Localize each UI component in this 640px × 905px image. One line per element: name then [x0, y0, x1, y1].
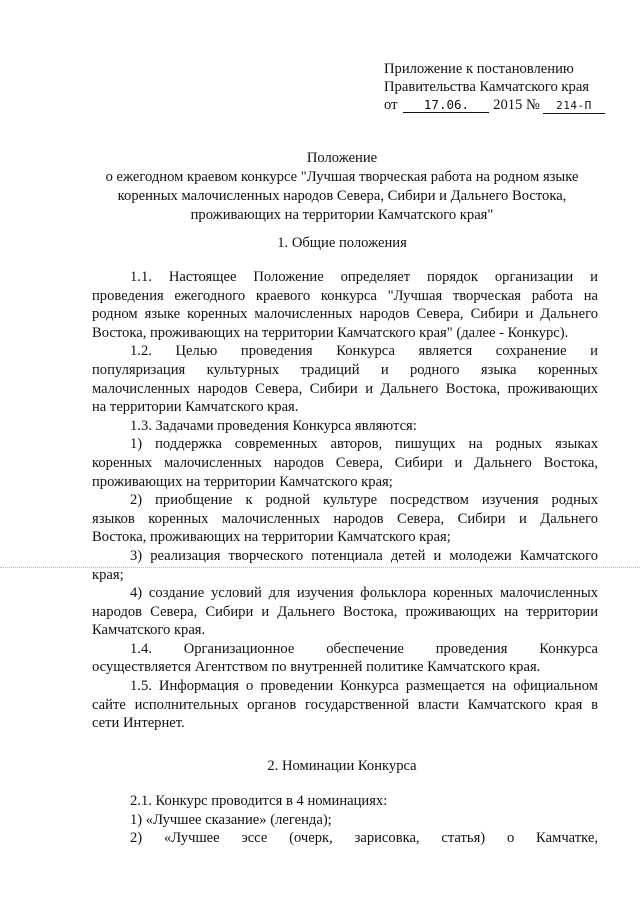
body-line: края;	[92, 566, 124, 583]
body-line: 1) «Лучшее сказание» (легенда);	[130, 811, 332, 828]
body-line: 1.3. Задачами проведения Конкурса являются:	[130, 417, 417, 434]
body-line: 3) реализация творческого потенциала детей и молодежи Камчатского	[130, 547, 598, 564]
appendix-line-2: Правительства Камчатского края	[384, 79, 590, 95]
title-line-1: Положение	[306, 150, 378, 166]
body-line: на территории Камчатского края.	[92, 399, 299, 416]
body-line: 1.2. Целью проведения Конкурса является сохранение и	[130, 343, 598, 360]
body-line: 1) поддержка современных авторов, пишущих на родных языках	[130, 436, 598, 453]
body-line: родном языке коренных малочисленных народов Севера, Сибири и Дальнего	[92, 306, 598, 323]
body-line: 4) создание условий для изучения фольклора коренных малочисленных	[130, 585, 598, 602]
appendix-block	[384, 60, 614, 114]
body-line: Камчатского края.	[92, 622, 206, 639]
body-line: проживающих на территории Камчатского края;	[92, 473, 393, 490]
body-line: коренных малочисленных народов Севера, Сибири и Дальнего Востока,	[92, 454, 598, 471]
body-line: малочисленных народов Севера, Сибири и Дальнего Востока, проживающих	[92, 380, 598, 397]
title-line-4: проживающих на территории Камчатского края"	[190, 207, 494, 223]
appendix-number: 214-П	[543, 99, 605, 114]
body-line: 1.1. Настоящее Положение определяет порядок организации и	[130, 269, 598, 285]
body-line: Востока, проживающих на территории Камчатского края;	[92, 529, 451, 546]
body-line: 2) приобщение к родной культуре посредством изучения родных	[130, 492, 598, 509]
body-line: 1.4. Организационное обеспечение проведения Конкурса	[130, 640, 598, 657]
body-line: 1.5. Информация о проведении Конкурса размещается на официальном	[130, 678, 598, 695]
appendix-from-label: от	[384, 97, 398, 113]
body-line: сети Интернет.	[92, 715, 185, 732]
body-line: 2.1. Конкурс проводится в 4 номинациях:	[130, 793, 388, 809]
section-2-heading: 2. Номинации Конкурса	[267, 758, 417, 774]
appendix-year: 2015 №	[493, 97, 540, 113]
section-1-body	[92, 268, 598, 733]
scan-artifact-line	[0, 567, 640, 568]
title-line-3: коренных малочисленных народов Севера, Сибири и Дальнего Востока,	[117, 188, 567, 204]
body-line: языков коренных малочисленных народов Севера, Сибири и Дальнего	[92, 510, 598, 527]
appendix-line-1: Приложение к постановлению	[384, 61, 574, 77]
title-line-2: о ежегодном краевом конкурсе "Лучшая творческая работа на родном языке	[105, 169, 579, 185]
document-title	[92, 149, 592, 225]
section-1-heading: 1. Общие положения	[277, 235, 407, 251]
body-line: народов Севера, Сибири и Дальнего Востока, проживающих на территории	[92, 603, 598, 620]
body-line: популяризация культурных традиций и родного языка коренных	[92, 361, 598, 378]
appendix-date: 17.06.	[403, 98, 489, 113]
body-line: проведения ежегодного краевого конкурса "Лучшая творческая работа на	[92, 287, 598, 304]
appendix-line-3	[384, 96, 614, 114]
body-line: сайте исполнительных органов государственной власти Камчатского края в	[92, 696, 598, 713]
section-2-body	[92, 792, 598, 848]
body-line: 2) «Лучшее эссе (очерк, зарисовка, статья) о Камчатке,	[130, 830, 598, 847]
body-line: осуществляется Агентством по внутренней политике Камчатского края.	[92, 659, 541, 676]
body-line: Востока, проживающих на территории Камчатского края" (далее - Конкурс).	[92, 324, 569, 341]
